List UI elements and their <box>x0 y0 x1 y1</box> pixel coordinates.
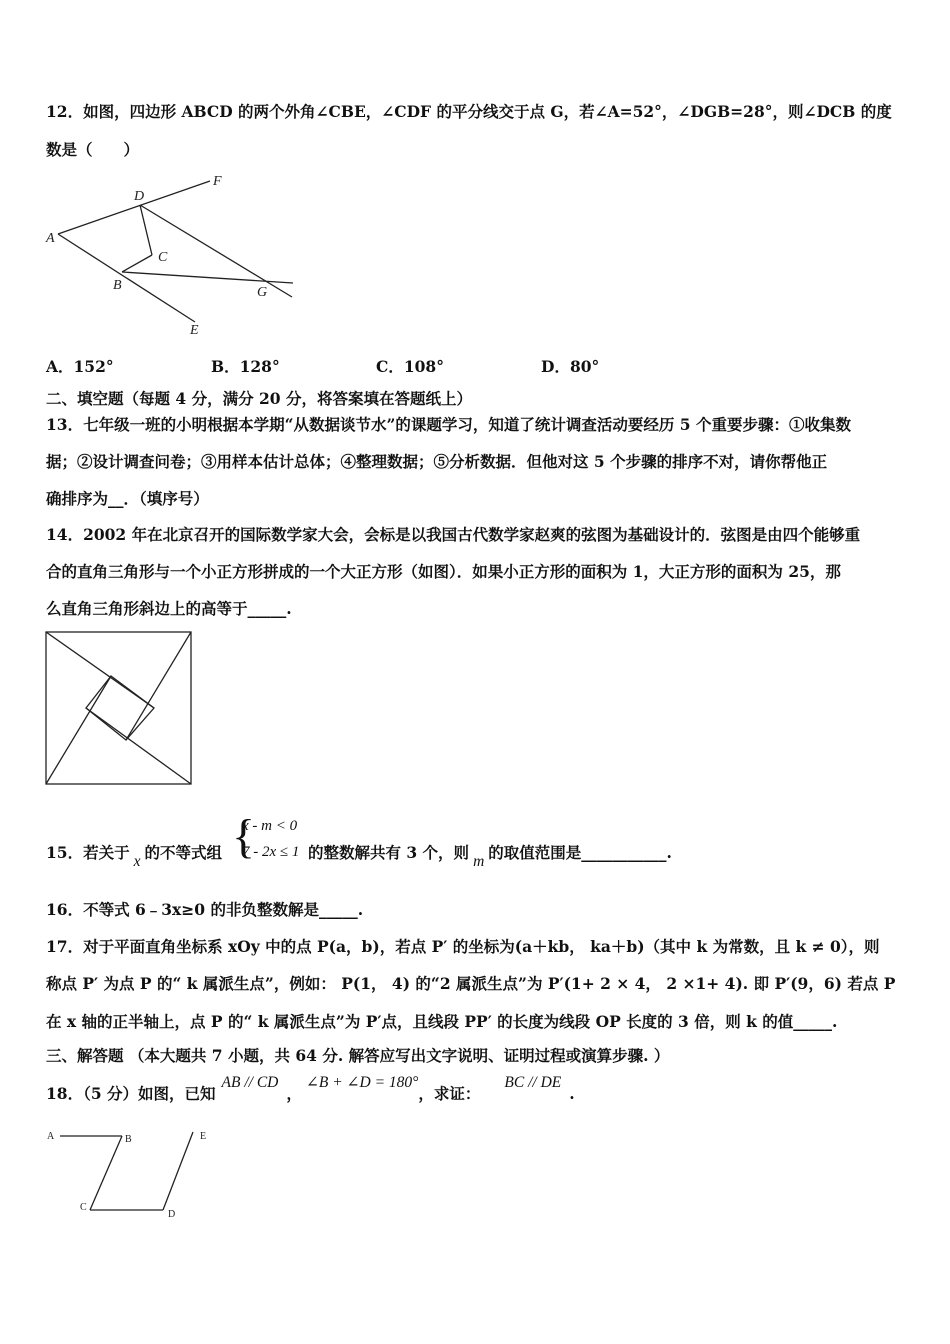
label-d: D <box>134 189 145 204</box>
fig18-label-a: A <box>47 1131 55 1142</box>
q15-brace: { <box>232 810 256 863</box>
fig18-label-c: C <box>80 1202 87 1213</box>
q13-line2: 据；②设计调查问卷；③用样本估计总体；④整理数据；⑤分析数据．但他对这 5 个步骤的排序不对，请你帮他正 <box>46 452 828 471</box>
section2-heading: 二、填空题（每题 4 分，满分 20 分，将答案填在答题纸上） <box>46 389 472 408</box>
label-g: G <box>257 285 268 300</box>
q18-goal: BC // DE <box>504 1074 562 1091</box>
q18-prefix: 18．（5 分）如图，已知 <box>46 1084 216 1103</box>
fig18-label-d: D <box>168 1209 176 1220</box>
q14-line3: 么直角三角形斜边上的高等于_____. <box>46 599 292 618</box>
option-d: D．80° <box>541 357 600 376</box>
fig18-label-b: B <box>125 1134 132 1145</box>
q15-ineq2: 7 - 2x ≤ 1 <box>242 844 300 860</box>
seg-de <box>163 1132 193 1210</box>
q12-line1: 12．如图，四边形 ABCD 的两个外角∠CBE，∠CDF 的平分线交于点 G，若∠A=52°，∠DGB=28°，则∠DCB 的度 <box>46 102 892 121</box>
option-a: A．152° <box>46 357 114 376</box>
q13-line3: 确排序为__．（填序号） <box>46 489 209 508</box>
q18-cond2: ∠B + ∠D = 180° <box>305 1074 419 1091</box>
q16-line: 16．不等式 6﹣3x≥0 的非负整数解是_____. <box>46 900 364 919</box>
label-e: E <box>190 323 199 338</box>
q17-line2: 称点 P′ 为点 P 的“ k 属派生点”，例如： P(1， 4) 的“2 属派生点”为 P′(1+ 2 × 4， 2 ×1+ 4). 即 P′(9，6) 若点 P <box>46 974 896 993</box>
q18-line <box>46 1074 906 1106</box>
line-dc <box>140 205 152 255</box>
q18-end: . <box>569 1084 575 1103</box>
q15-line <box>46 842 906 870</box>
fig18-label-e: E <box>200 1131 207 1142</box>
label-c: C <box>158 250 168 265</box>
q15-suffix: 的取值范围是___________. <box>488 843 672 862</box>
option-b: B．128° <box>211 357 280 376</box>
option-c: C．108° <box>376 357 444 376</box>
q17-line1: 17．对于平面直角坐标系 xOy 中的点 P(a，b)，若点 P′ 的坐标为(a＋kb， ka＋b)（其中 k 为常数，且 k ≠ 0），则 <box>46 937 880 956</box>
line-ae <box>58 234 195 322</box>
line-cb <box>122 255 152 272</box>
q14-line1: 14．2002 年在北京召开的国际数学家大会，会标是以我国古代数学家赵爽的弦图为基础设计的．弦图是由四个能够重 <box>46 525 861 544</box>
q14-string-figure <box>44 630 194 787</box>
q12-line2: 数是（ ） <box>46 140 140 159</box>
q18-cond1: AB // CD <box>221 1074 279 1091</box>
q15-prefix: 15．若关于 <box>46 843 130 862</box>
q18-comma1: ， <box>286 1084 302 1103</box>
line-bg <box>122 272 293 283</box>
q15-inequality-system <box>232 810 314 866</box>
q15-var-x: x <box>133 853 141 870</box>
q18-figure <box>40 1122 220 1222</box>
q13-line1: 13．七年级一班的小明根据本学期“从数据谈节水”的课题学习，知道了统计调查活动要经历 5 个重要步骤：①收集数 <box>46 415 851 434</box>
q15-mid1: 的不等式组 <box>144 843 222 862</box>
seg-bc <box>90 1136 122 1210</box>
q15-var-m: m <box>473 853 485 870</box>
label-f: F <box>213 174 222 189</box>
label-a: A <box>46 231 55 246</box>
q18-mid: ，求证： <box>418 1084 481 1103</box>
section3-heading: 三、解答题 （本大题共 7 小题，共 64 分. 解答应写出文字说明、证明过程或演算步骤. ） <box>46 1046 670 1065</box>
q14-line2: 合的直角三角形与一个小正方形拼成的一个大正方形（如图）．如果小正方形的面积为 1，大正方形的面积为 25，那 <box>46 562 841 581</box>
q12-figure <box>40 170 310 340</box>
q15-mid2: 的整数解共有 3 个，则 <box>307 843 470 862</box>
label-b: B <box>113 278 122 293</box>
q15-ineq1: x - m < 0 <box>242 818 298 834</box>
q17-line3: 在 x 轴的正半轴上，点 P 的“ k 属派生点”为 P′点，且线段 PP′ 的长度为线段 OP 长度的 3 倍，则 k 的值_____. <box>46 1012 838 1031</box>
